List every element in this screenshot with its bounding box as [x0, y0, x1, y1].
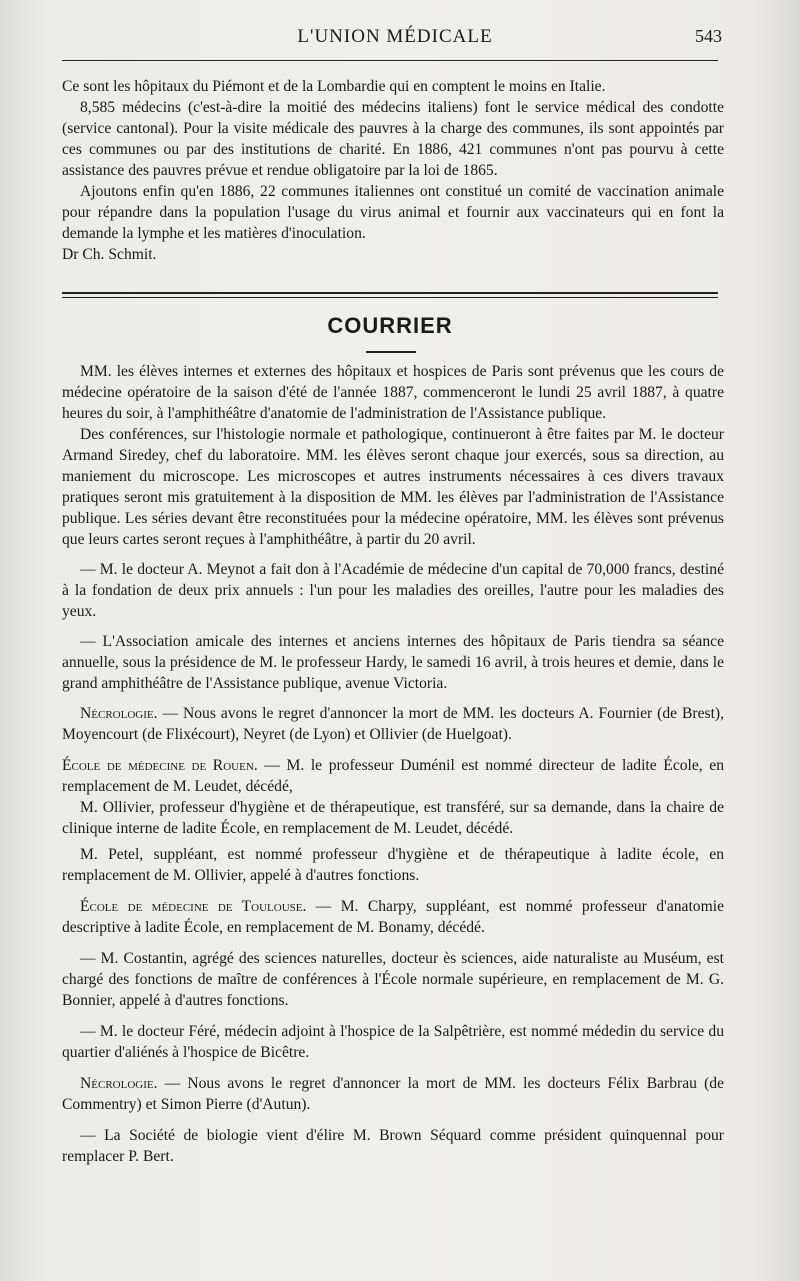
section-rule — [62, 292, 718, 294]
signature: Dr Ch. Schmit. — [62, 246, 157, 263]
courrier-body — [62, 361, 724, 1167]
necrology-paragraph: Nécrologie. — Nous avons le regret d'annoncer la mort de MM. les docteurs A. Fournier (de Brest), Moyencourt (de Flixécourt), Neyret (de Lyon) et Ollivier (de Huelgoat). — [62, 705, 724, 743]
section-title: COURRIER — [327, 313, 453, 338]
paragraph: Des conférences, sur l'histologie normale et pathologique, continueront à être faites par M. le docteur Armand Siredey, chef du laboratoire. MM. les élèves seront chaque jour exercés, sous sa direction, au maniement du microscope. Les microscopes et autres instruments nécessaires à ces divers travaux pratiques seront mis gratuitement à la disposition de MM. les élèves par l'administration de l'Assistance publique. Les séries devant être reconstituées pour la médecine opératoire, MM. les élèves sont prévenus que leurs cartes seront reçues à l'amphithéâtre, à partir du 20 avril. — [62, 426, 724, 548]
paragraph: MM. les élèves internes et externes des hôpitaux et hospices de Paris sont prévenus que les cours de médecine opératoire de la saison d'été de l'année 1887, commenceront le lundi 25 avril 1887, à quatre heures du soir, à l'amphithéâtre d'anatomie de l'administration de l'Assistance publique. — [62, 363, 724, 422]
paragraph: — M. Costantin, agrégé des sciences naturelles, docteur ès sciences, aide naturaliste au Muséum, est chargé des fonctions de maître de conférences à l'École normale supérieure, en remplacement de M. G. Bonnier, appelé à d'autres fonctions. — [62, 950, 724, 1009]
page-number: 543 — [695, 26, 722, 46]
paragraph: — M. le docteur Féré, médecin adjoint à l'hospice de la Salpêtrière, est nommé médedin du service du quartier d'aliénés à l'hospice de Bicêtre. — [62, 1023, 724, 1061]
necrology-paragraph: Nécrologie. — Nous avons le regret d'annoncer la mort de MM. les docteurs Félix Barbrau (de Commentry) et Simon Pierre (d'Autun). — [62, 1075, 724, 1113]
paragraph: — L'Association amicale des internes et anciens internes des hôpitaux de Paris tiendra sa séance annuelle, sous la présidence de M. le professeur Hardy, le samedi 16 avril, à trois heures et demie, dans le grand amphithéâtre de l'Assistance publique, avenue Victoria. — [62, 633, 724, 692]
paragraph: 8,585 médecins (c'est-à-dire la moitié des médecins italiens) font le service médical des condotte (service cantonal). Pour la visite médicale des pauvres à la charge des communes, ils sont appointés par ces communes ou par des institutions de charité. En 1886, 421 communes n'ont pas pourvu à cette assistance des pauvres prévue et rendue obligatoire par la loi de 1865. — [62, 99, 724, 179]
section-rule — [62, 297, 718, 298]
rouen-label: École de médecine de Rouen. — [62, 757, 258, 774]
paragraph: — La Société de biologie vient d'élire M. Brown Séquard comme président quinquennal pour remplacer P. Bert. — [62, 1127, 724, 1165]
necrology-label: Nécrologie. — [80, 705, 158, 722]
toulouse-label: École de médecine de Toulouse. — [80, 898, 307, 915]
header-rule — [62, 60, 718, 61]
toulouse-paragraph: École de médecine de Toulouse. — M. Charpy, suppléant, est nommé professeur d'anatomie descriptive à ladite École, en remplacement de M. Bonamy, décédé. — [62, 898, 724, 936]
running-title: L'UNION MÉDICALE — [297, 26, 493, 47]
page-header — [0, 26, 800, 56]
paragraph: — M. le docteur A. Meynot a fait don à l'Académie de médecine d'un capital de 70,000 francs, destiné à la fondation de deux prix annuels : l'un pour les maladies des oreilles, l'autre pour les maladies des yeux. — [62, 561, 724, 620]
necrology-label: Nécrologie. — [80, 1075, 158, 1092]
rouen-paragraph: École de médecine de Rouen. — M. le professeur Duménil est nommé directeur de ladite École, en remplacement de M. Leudet, décédé, — [62, 757, 725, 795]
paragraph: M. Petel, suppléant, est nommé professeur d'hygiène et de thérapeutique à ladite école, en remplacement de M. Ollivier, appelé à d'autres fonctions. — [62, 846, 724, 884]
paragraph: Ce sont les hôpitaux du Piémont et de la Lombardie qui en comptent le moins en Italie. — [62, 78, 606, 95]
title-rule — [366, 351, 416, 353]
paragraph: M. Ollivier, professeur d'hygiène et de thérapeutique, est transféré, sur sa demande, dans la chaire de clinique interne de ladite École, en remplacement de M. Leudet, décédé. — [62, 799, 724, 837]
paragraph: Ajoutons enfin qu'en 1886, 22 communes italiennes ont constitué un comité de vaccination animale pour répandre dans la population l'usage du virus animal et fournir aux vaccinateurs qui en font la demande la lymphe et les matières d'inoculation. — [62, 183, 724, 242]
top-article — [62, 76, 724, 265]
